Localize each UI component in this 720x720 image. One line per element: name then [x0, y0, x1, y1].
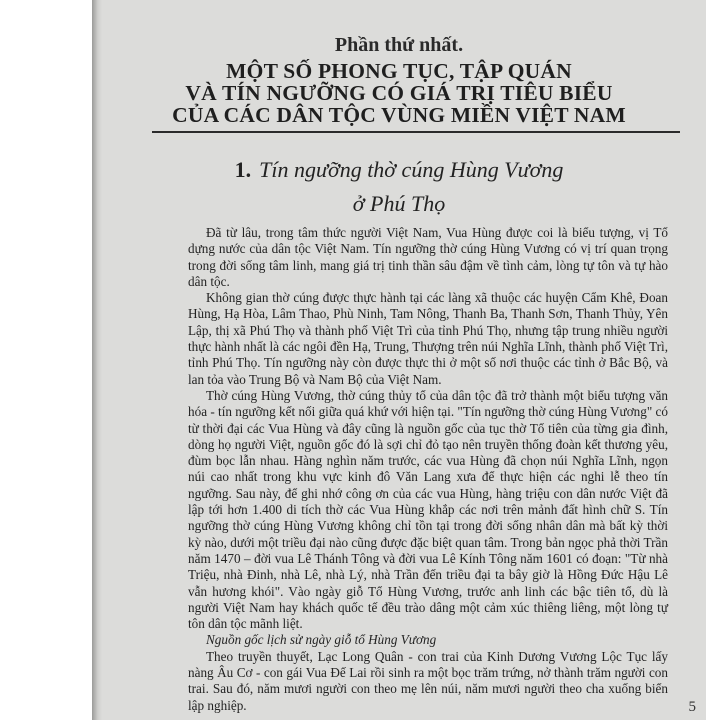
title-divider [152, 131, 680, 133]
paragraph: Không gian thờ cúng được thực hành tại các làng xã thuộc các huyện Cẩm Khê, Đoan Hùng, Hạ Hòa, Lâm Thao, Phù Ninh, Tam Nông, Thanh Ba, Thanh Sơn, Thanh Thủy, Yên Lập, thị xã Phú Thọ và thành phố Việt Trì của tỉnh Phú Thọ, nhưng tập trung nhiều người thực hành nhất là các ngôi đền Hạ, Trung, Thượng trên núi Nghĩa Lĩnh, thành phố Việt Trì, tỉnh Phú Thọ. Tín ngưỡng này còn được thực thi ở một số nơi thuộc các tỉnh ở Bắc Bộ, và lan tỏa vào Trung Bộ và Nam Bộ của Việt Nam. [188, 290, 668, 387]
section-title-line: Tín ngưỡng thờ cúng Hùng Vương [259, 157, 564, 182]
paragraph: Theo truyền thuyết, Lạc Long Quân - con trai của Kinh Dương Vương Lộc Tục lấy nàng Âu Cơ - con gái Vua Đế Lai rồi sinh ra một bọc trăm trứng, nở thành trăm người con trai. Sau đó, năm mươi người con theo mẹ lên núi, năm mươi người theo cha xuống biển lập nghiệp. [188, 648, 668, 713]
section-title [92, 153, 706, 221]
book-page [92, 0, 706, 720]
section-title-line: ở Phú Thọ [352, 191, 446, 216]
part-title: Phần thứ nhất. [334, 34, 464, 56]
section-number: 1. [234, 157, 252, 182]
main-title [92, 60, 706, 126]
body-text [188, 225, 668, 714]
paragraph: Thờ cúng Hùng Vương, thờ cúng thủy tổ của dân tộc đã trở thành một biểu tượng văn hóa - tín ngưỡng kết nối giữa quá khứ với hiện tại. "Tín ngưỡng thờ cúng Hùng Vương" có từ thời đại các Vua Hùng và đây cũng là nguồn gốc của tục thờ Tổ tiên của từng gia đình, dòng họ người Việt, nguồn gốc đó là sợi chỉ đỏ tạo nên truyền thống đoàn kết thương yêu, đùm bọc lẫn nhau. Hàng nghìn năm trước, các vua Hùng đã chọn núi Nghĩa Lĩnh, ngọn núi cao nhất trong khu vực kinh đô Văn Lang xưa để thực hiện các nghi lễ theo tín ngưỡng. Sau này, để ghi nhớ công ơn của các vua Hùng, hàng triệu con dân nước Việt đã lập tới hơn 1.400 di tích thờ các Vua Hùng khắp các nơi trên mảnh đất hình chữ S. Tín ngưỡng thờ cúng Hùng Vương không chỉ tồn tại trong đời sống nhân dân mà bất kỳ thời kỳ nào, dưới một triều đại nào cũng được đặc biệt quan tâm. Trong bản ngọc phả thời Trần năm 1470 – đời vua Lê Thánh Tông và đời vua Lê Kính Tông năm 1601 có đoạn: "Từ nhà Triệu, nhà Đinh, nhà Lê, nhà Lý, nhà Trần đến triều đại ta bây giờ là Hồng Đức Hậu Lê vẫn hương khói". Vào ngày giỗ Tổ Hùng Vương, trước anh linh các bậc tiên tổ, dù là người Việt Nam hay khách quốc tế đều trào dâng một cảm xúc thiêng liêng, một lòng tự tôn dân tộc mãnh liệt. [188, 387, 668, 632]
main-title-line: CỦA CÁC DÂN TỘC VÙNG MIỀN VIỆT NAM [172, 103, 626, 127]
main-title-line: VÀ TÍN NGƯỠNG CÓ GIÁ TRỊ TIÊU BIỂU [185, 81, 613, 105]
subheading: Nguồn gốc lịch sử ngày giỗ tổ Hùng Vương [206, 632, 437, 648]
main-title-line: MỘT SỐ PHONG TỤC, TẬP QUÁN [226, 59, 572, 83]
page-number: 5 [688, 699, 696, 715]
paragraph: Đã từ lâu, trong tâm thức người Việt Nam, Vua Hùng được coi là biểu tượng, vị Tổ dựng nước của dân tộc Việt Nam. Tín ngưỡng thờ cúng Hùng Vương có vị trí quan trọng trong đời sống tâm linh, mang giá trị tinh thần sâu đậm về tình cảm, lòng tự tôn và tự hào dân tộc. [188, 225, 668, 289]
